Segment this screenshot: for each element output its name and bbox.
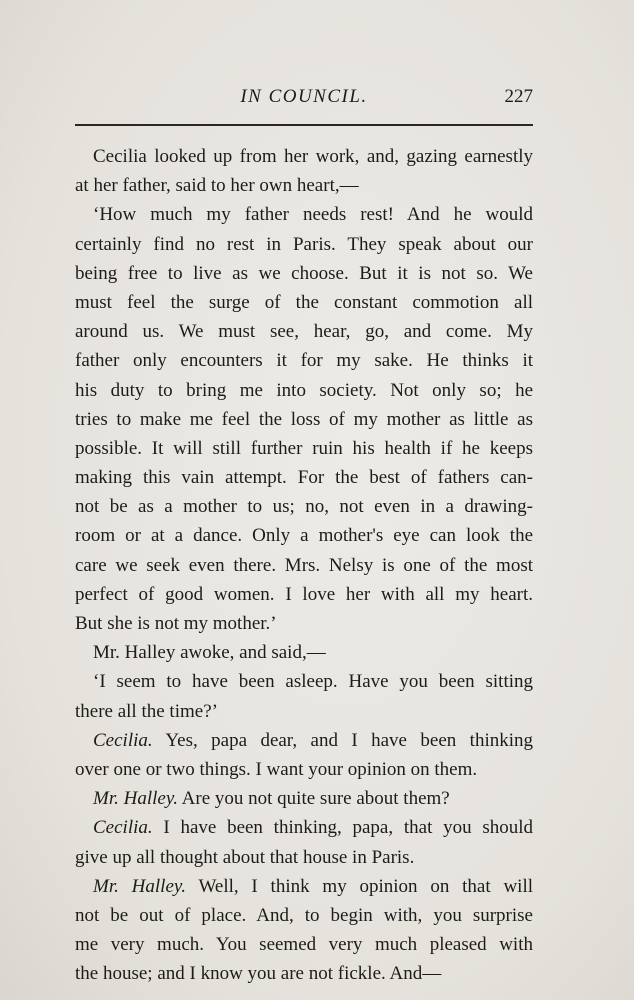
- line-text: not be out of place. And, to begin with, you surprise: [75, 904, 533, 926]
- line-text: ‘How much my father needs rest! And he would: [93, 204, 533, 226]
- header-rule: [75, 124, 533, 126]
- text-line: [75, 200, 533, 229]
- text-line: [75, 376, 533, 405]
- speaker-name: Mr. Halley.: [93, 788, 178, 810]
- text-line: [75, 609, 533, 638]
- line-text: Mr. Halley awoke, and said,—: [93, 642, 326, 664]
- speaker-name: Cecilia.: [93, 817, 153, 839]
- line-text: care we seek even there. Mrs. Nelsy is one of the most: [75, 554, 533, 576]
- text-line: [75, 697, 533, 726]
- text-line: [75, 259, 533, 288]
- text-line: [75, 171, 533, 200]
- text-line: [75, 317, 533, 346]
- line-text: over one or two things. I want your opinion on them.: [75, 758, 478, 780]
- text-line: [75, 901, 533, 930]
- line-text: his duty to bring me into society. Not only so; he: [75, 379, 533, 401]
- text-line: [75, 142, 533, 171]
- text-line: [75, 580, 533, 609]
- body-text: [75, 142, 533, 988]
- text-line: [75, 959, 533, 988]
- text-line: [75, 726, 533, 755]
- text-line: [75, 872, 533, 901]
- line-text: being free to live as we choose. But it is not so. We: [75, 262, 533, 284]
- running-header: [75, 86, 533, 112]
- line-text: Well, I think my opinion on that will: [198, 875, 533, 897]
- line-text: Cecilia looked up from her work, and, gazing earnestly: [93, 146, 533, 167]
- line-text: room or at a dance. Only a mother's eye can look the: [75, 525, 533, 547]
- speaker-name: Cecilia.: [93, 729, 153, 751]
- line-text: not be as a mother to us; no, not even in a drawing-: [75, 496, 533, 518]
- line-text: must feel the surge of the constant commotion all: [75, 291, 533, 313]
- line-text: possible. It will still further ruin his health if he keeps: [75, 437, 533, 459]
- text-line: [75, 755, 533, 784]
- text-line: [75, 551, 533, 580]
- line-text: at her father, said to her own heart,—: [75, 175, 359, 197]
- line-text: making this vain attempt. For the best of fathers can-: [75, 467, 533, 489]
- speaker-name: Mr. Halley.: [93, 875, 187, 897]
- text-line: [75, 784, 533, 813]
- line-text: father only encounters it for my sake. He thinks it: [75, 350, 533, 372]
- text-line: [75, 405, 533, 434]
- text-line: [75, 288, 533, 317]
- text-line: [75, 434, 533, 463]
- line-text: give up all thought about that house in Paris.: [75, 846, 415, 868]
- page-number: 227: [504, 86, 533, 107]
- text-line: [75, 930, 533, 959]
- line-text: around us. We must see, hear, go, and come. My: [75, 321, 533, 343]
- text-line: [75, 521, 533, 550]
- text-line: [75, 463, 533, 492]
- text-line: [75, 492, 533, 521]
- text-line: [75, 667, 533, 696]
- line-text: certainly find no rest in Paris. They speak about our: [75, 233, 533, 255]
- text-line: [75, 346, 533, 375]
- text-line: [75, 230, 533, 259]
- line-text: perfect of good women. I love her with all my heart.: [75, 583, 533, 605]
- text-line: [75, 638, 533, 667]
- line-text: ‘I seem to have been asleep. Have you been sitting: [93, 671, 533, 693]
- line-text: me very much. You seemed very much pleased with: [75, 934, 533, 956]
- text-line: [75, 813, 533, 842]
- line-text: the house; and I know you are not fickle. And—: [75, 963, 442, 985]
- line-text: tries to make me feel the loss of my mother as little as: [75, 408, 533, 430]
- line-text: But she is not my mother.’: [75, 613, 277, 634]
- line-text: there all the time?’: [75, 700, 218, 722]
- text-line: [75, 843, 533, 872]
- line-text: Yes, papa dear, and I have been thinking: [165, 729, 534, 751]
- line-text: Are you not quite sure about them?: [181, 788, 450, 810]
- running-title: IN COUNCIL.: [240, 86, 368, 107]
- line-text: I have been thinking, papa, that you should: [163, 817, 533, 839]
